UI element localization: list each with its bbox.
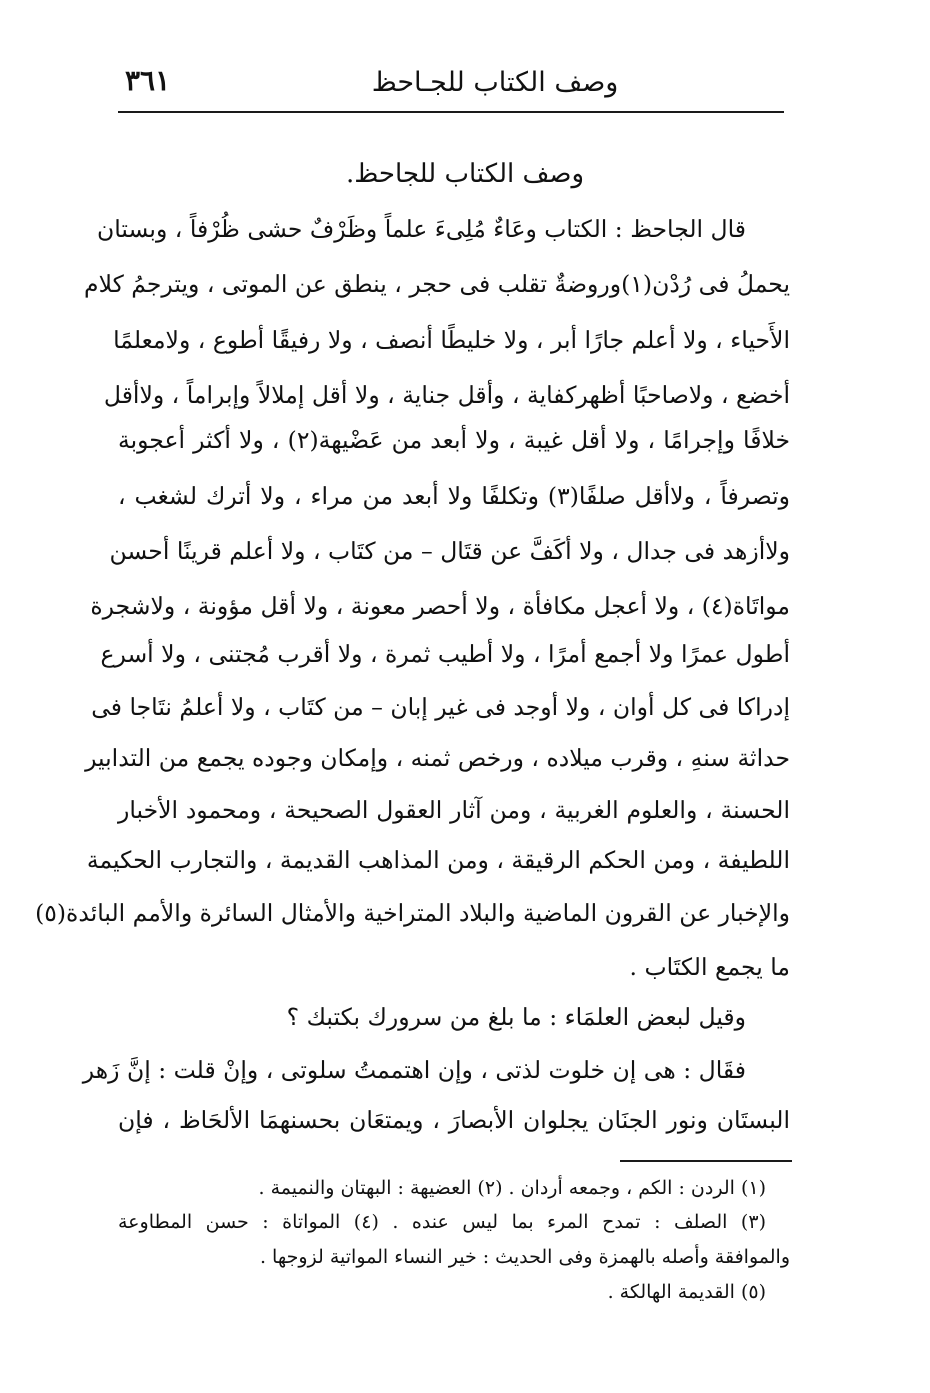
header-rule xyxy=(118,111,784,113)
footnote-line: (٥) القديمة الهالكة . xyxy=(607,1281,766,1303)
body-line: البستَان ونور الجنَان يجلوان الأبصارَ ، ويمتعَان بحسنهمَا الألحَاظ ، فإن xyxy=(118,1106,790,1134)
body-line: وقيل لبعض العلمَاء : ما بلغ من سرورك بكتبك ؟ xyxy=(286,1003,746,1031)
page-number: ٣٦١ xyxy=(125,64,171,97)
footnote-line: (٣) الصلف : تمدح المرء بما ليس عنده . (٤) المواتاة : حسن المطاوعة xyxy=(118,1211,766,1233)
footnote-line: (١) الردن : الكم ، وجمعه أردان . (٢) العضيهة : البهتان والنميمة . xyxy=(258,1177,766,1199)
section-heading: وصف الكتاب للجاحظ. xyxy=(345,159,585,189)
body-line: قال الجاحظ : الكتاب وعَاءٌ مُلِىءَ علماً وظَرْفٌ حشى ظُرْفاً ، وبستان xyxy=(96,215,746,243)
body-line: فقَال : هى إن خلوت لذتى ، وإن اهتممتُ سلوتى ، وإنْ قلت : إنَّ زَهر xyxy=(82,1056,746,1084)
footnote-line: والموافقة وأصله بالهمزة وفى الحديث : خير النساء المواتية لزوجها . xyxy=(259,1246,790,1268)
body-line: مواتَاة(٤) ، ولا أعجل مكافأة ، ولا أحصر معونة ، ولا أقل مؤونة ، ولاشجرة xyxy=(90,592,790,620)
body-line: ما يجمع الكتَاب . xyxy=(629,953,790,981)
body-line: والإخبار عن القرون الماضية والبلاد المتراخية والأمثال السائرة والأمم البائدة(٥) xyxy=(35,899,790,927)
body-line: أطول عمرًا ولا أجمع أمرًا ، ولا أطيب ثمرة ، ولا أقرب مُجتنى ، ولا أسرع xyxy=(100,640,790,668)
body-line: حداثة سنهِ ، وقرب ميلاده ، ورخص ثمنه ، وإمكان وجوده يجمع من التدابير xyxy=(85,744,790,772)
body-line: خلافًا وإجرامًا ، ولا أقل غيبة ، ولا أبعد من عَضْيهة(٢) ، ولا أكثر أعجوبة xyxy=(118,426,790,454)
body-line: يحملُ فى رُدْن(١)وروضةٌ تقلب فى حجر ، ينطق عن الموتى ، ويترجمُ كلام xyxy=(84,270,790,298)
body-line: إدراكا فى كل أوان ، ولا أوجد فى غير إبان – من كتَاب ، ولا أعلمُ نتَاجا فى xyxy=(91,693,790,721)
running-title: وصف الكتاب للجـاحظ xyxy=(371,67,619,98)
body-line: اللطيفة ، ومن الحكم الرقيقة ، ومن المذاهب القديمة ، والتجارب الحكيمة xyxy=(86,846,790,874)
body-line: ولاأزهد فى جدال ، ولا أكَفَّ عن قتَال – من كتَاب ، ولا أعلم قرينًا أحسن xyxy=(109,537,790,565)
body-line: الأَحياء ، ولا أعلم جارًا أبر ، ولا خليطًا أنصف ، ولا رفيقًا أطوع ، ولامعلمًا xyxy=(113,326,790,354)
body-line: وتصرفاً ، ولاأقل صلفًا(٣) وتكلفًا ولا أبعد من مراء ، ولا أترك لشغب ، xyxy=(118,482,790,510)
body-line: أخضع ، ولاصاحبًا أظهركفاية ، وأقل جناية ، ولا أقل إملالاً وإبراماً ، ولاأقل xyxy=(103,381,790,409)
footnote-rule xyxy=(620,1160,792,1162)
body-line: الحسنة ، والعلوم الغربية ، ومن آثار العقول الصحيحة ، ومحمود الأخبار xyxy=(118,796,790,824)
